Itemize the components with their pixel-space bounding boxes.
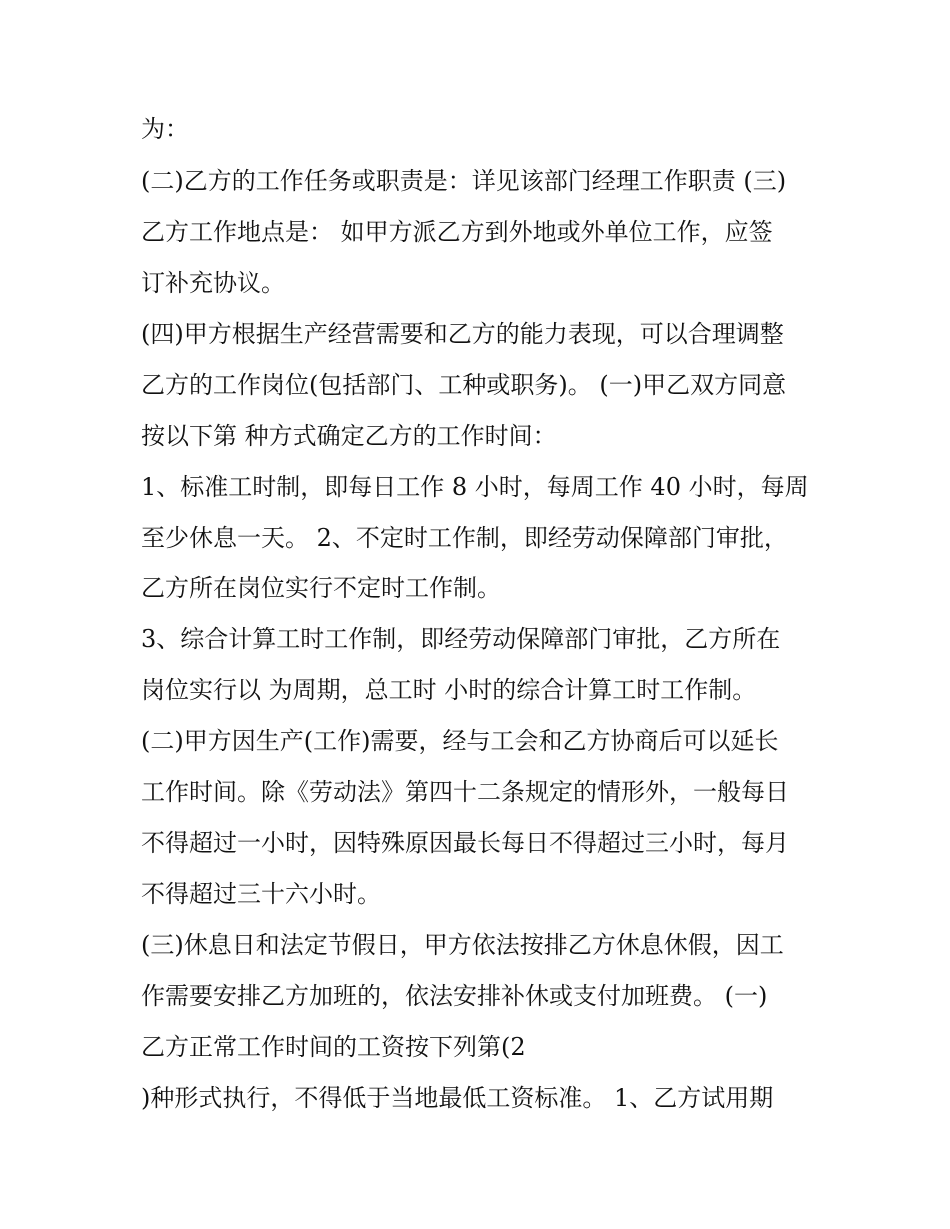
text-line-9: 至少休息一天。 2、不定时工作制，即经劳动保障部门审批，	[141, 524, 788, 552]
text-line-4: 订补充协议。	[141, 269, 285, 297]
text-line-10: 乙方所在岗位实行不定时工作制。	[141, 574, 501, 602]
text-line-8: 1、标准工时制，即每日工作 8 小时，每周工作 40 小时，每周	[141, 473, 809, 501]
text-line-2: (二)乙方的工作任务或职责是：详见该部门经理工作职责 (三)	[141, 167, 787, 195]
text-line-19: 乙方正常工作时间的工资按下列第(2	[141, 1033, 526, 1061]
text-line-13: (二)甲方因生产(工作)需要，经与工会和乙方协商后可以延长	[141, 727, 779, 755]
text-line-6: 乙方的工作岗位(包括部门、工种或职务)。 (一)甲乙双方同意	[141, 371, 787, 399]
text-line-15: 不得超过一小时，因特殊原因最长每日不得超过三小时，每月	[141, 829, 789, 857]
text-line-7: 按以下第 种方式确定乙方的工作时间：	[141, 422, 557, 450]
text-line-11: 3、综合计算工时工作制，即经劳动保障部门审批，乙方所在	[141, 625, 781, 653]
text-line-18: 作需要安排乙方加班的，依法安排补休或支付加班费。 (一)	[141, 982, 768, 1010]
text-line-12: 岗位实行以 为周期，总工时 小时的综合计算工时工作制。	[141, 676, 757, 704]
text-line-14: 工作时间。除《劳动法》第四十二条规定的情形外，一般每日	[141, 778, 789, 806]
text-line-1: 为：	[141, 115, 189, 143]
text-line-3: 乙方工作地点是： 如甲方派乙方到外地或外单位工作，应签	[141, 218, 773, 246]
text-line-20: )种形式执行，不得低于当地最低工资标准。 1、乙方试用期	[141, 1084, 774, 1112]
text-line-17: (三)休息日和法定节假日，甲方依法按排乙方休息休假，因工	[141, 931, 784, 959]
text-line-5: (四)甲方根据生产经营需要和乙方的能力表现，可以合理调整	[141, 320, 784, 348]
text-line-16: 不得超过三十六小时。	[141, 880, 381, 908]
